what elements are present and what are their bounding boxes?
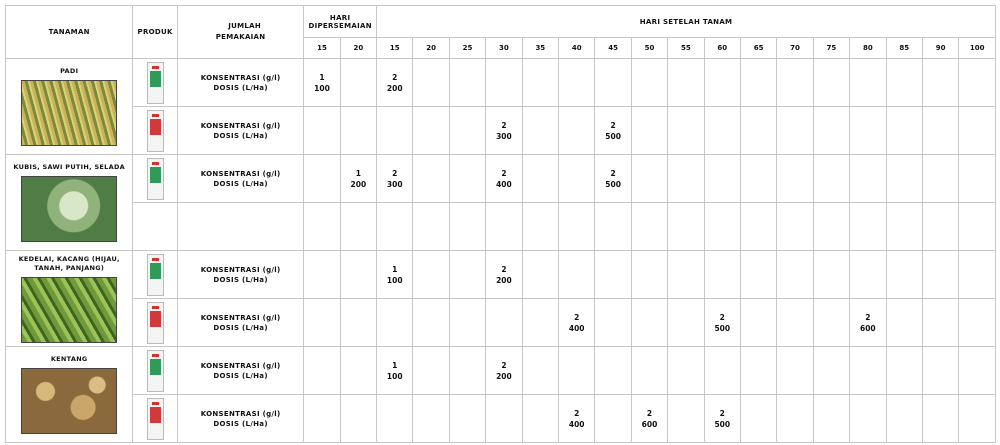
dosis-value: 400 [568,323,585,333]
day-tanam-header: 100 [959,38,996,59]
crop-cell [6,59,133,155]
product-package-red [147,398,164,440]
persemaian-value-cell [304,59,340,107]
tanam-value-cell [777,299,813,347]
tanam-value-cell [595,251,631,299]
tanam-value-cell [922,155,958,203]
tanam-value-cell [850,107,886,155]
header-jumlah-line2: PEMAKAIAN [215,33,266,41]
product-package-green [147,158,164,200]
tanam-value-cell [777,107,813,155]
day-tanam-header: 45 [595,38,631,59]
product-package-green [147,62,164,104]
day-persemaian-header: 20 [340,38,376,59]
tanam-value-cell [959,203,996,251]
tanam-value-cell [813,107,849,155]
table-row [6,203,996,251]
dosis-label: DOSIS (L/Ha) [213,323,268,332]
tanam-value-cell [886,59,922,107]
konsentrasi-value: 2 [392,168,398,178]
tanam-value-cell [522,107,558,155]
tanam-value-cell [377,107,413,155]
crop-cell [6,155,133,251]
dosis-value: 500 [714,323,731,333]
tanam-value-cell [449,59,485,107]
tanam-value-cell [449,155,485,203]
tanam-value-cell [740,395,776,443]
dosis-value: 500 [605,131,621,141]
tanam-value-cell [631,299,667,347]
tanam-value-cell [886,299,922,347]
tanam-value-cell [813,203,849,251]
dosis-value: 100 [314,83,330,93]
crop-cell [6,347,133,443]
tanam-value-cell [486,299,522,347]
dosis-value: 300 [386,179,403,189]
konsentrasi-label: KONSENTRASI (g/l) [200,313,281,322]
tanam-value-cell [850,203,886,251]
header-jumlah-line1: JUMLAH [228,22,261,30]
konsentrasi-value: 2 [392,72,398,82]
tanam-value-cell [486,251,522,299]
day-tanam-header: 40 [559,38,595,59]
konsentrasi-value: 2 [501,168,507,178]
product-cell [133,155,177,203]
konsentrasi-label: KONSENTRASI (g/l) [200,169,281,178]
tanam-value-cell [449,395,485,443]
header-produk: PRODUK [133,6,177,59]
tanam-value-cell [595,155,631,203]
tanam-value-cell [486,107,522,155]
tanam-value-cell [886,107,922,155]
day-tanam-header: 25 [449,38,485,59]
day-tanam-header: 85 [886,38,922,59]
product-package-red [147,302,164,344]
tanam-value-cell [959,107,996,155]
day-tanam-header: 75 [813,38,849,59]
tanam-value-cell [559,107,595,155]
tanam-value-cell [377,155,413,203]
tanam-value-cell [740,251,776,299]
dosis-value: 600 [641,419,658,429]
tanam-value-cell [413,395,449,443]
konsentrasi-label: KONSENTRASI (g/l) [200,361,281,370]
tanam-value-cell [959,251,996,299]
persemaian-value-cell [304,155,340,203]
persemaian-value-cell [340,59,376,107]
tanam-value-cell [413,203,449,251]
tanam-value-cell [595,347,631,395]
tanam-value-cell [377,299,413,347]
tanam-value-cell [449,107,485,155]
product-package-green [147,254,164,296]
crop-photo [21,277,117,343]
dosis-value: 200 [386,83,403,93]
tanam-value-cell [559,347,595,395]
tanam-value-cell [595,59,631,107]
konsentrasi-label: KONSENTRASI (g/l) [200,265,281,274]
tanam-value-cell [631,251,667,299]
dosis-label: DOSIS (L/Ha) [213,371,268,380]
persemaian-value-cell [304,299,340,347]
day-tanam-header: 65 [740,38,776,59]
dosis-label: DOSIS (L/Ha) [213,419,268,428]
persemaian-value-cell [304,347,340,395]
konsentrasi-value: 2 [646,408,653,418]
tanam-value-cell [704,107,740,155]
tanam-value-cell [740,155,776,203]
tanam-value-cell [377,203,413,251]
usage-label-cell [177,395,303,443]
crop-photo [21,176,117,242]
tanam-value-cell [449,299,485,347]
tanam-value-cell [559,203,595,251]
tanam-value-cell [449,251,485,299]
tanam-value-cell [922,395,958,443]
product-cell [133,395,177,443]
day-tanam-header: 20 [413,38,449,59]
product-cell [133,251,177,299]
day-tanam-header: 70 [777,38,813,59]
product-package-red [147,110,164,152]
persemaian-value-cell [304,107,340,155]
tanam-value-cell [704,299,740,347]
day-persemaian-header: 15 [304,38,340,59]
konsentrasi-value: 2 [610,120,616,130]
konsentrasi-value: 2 [865,312,871,322]
tanam-value-cell [922,203,958,251]
tanam-value-cell [559,155,595,203]
konsentrasi-value: 2 [574,312,580,322]
tanam-value-cell [668,347,704,395]
tanam-value-cell [886,155,922,203]
table-row [6,155,996,203]
usage-label-cell [177,299,303,347]
tanam-value-cell [850,347,886,395]
tanam-value-cell [959,347,996,395]
tanam-value-cell [922,107,958,155]
day-tanam-header: 60 [704,38,740,59]
konsentrasi-label: KONSENTRASI (g/l) [200,73,281,82]
tanam-value-cell [559,299,595,347]
tanam-value-cell [777,395,813,443]
persemaian-value-cell [340,395,376,443]
konsentrasi-value: 2 [719,312,725,322]
table-row [6,251,996,299]
dosis-label: DOSIS (L/Ha) [213,179,268,188]
konsentrasi-value: 1 [392,264,398,274]
product-package-green [147,350,164,392]
tanam-value-cell [813,59,849,107]
tanam-value-cell [922,299,958,347]
tanam-value-cell [413,155,449,203]
tanam-value-cell [631,203,667,251]
usage-label-cell [177,155,303,203]
usage-label-cell [177,347,303,395]
konsentrasi-value: 1 [319,72,325,82]
product-cell [133,107,177,155]
tanam-value-cell [668,251,704,299]
tanam-value-cell [522,395,558,443]
tanam-value-cell [668,395,704,443]
tanam-value-cell [668,203,704,251]
header-hari-setelah-tanam: HARI SETELAH TANAM [377,6,996,38]
dosis-label: DOSIS (L/Ha) [213,83,268,92]
table-row [6,299,996,347]
tanam-value-cell [449,203,485,251]
tanam-value-cell [631,59,667,107]
tanam-value-cell [886,251,922,299]
crop-name: KEDELAI, KACANG (HIJAU, TANAH, PANJANG) [18,254,120,272]
tanam-value-cell [850,299,886,347]
product-cell [133,59,177,107]
tanam-value-cell [413,299,449,347]
tanam-value-cell [486,155,522,203]
crop-name: KUBIS, SAWI PUTIH, SELADA [13,163,125,171]
konsentrasi-label: KONSENTRASI (g/l) [200,409,281,418]
tanam-value-cell [377,395,413,443]
tanam-value-cell [668,299,704,347]
tanam-value-cell [959,155,996,203]
persemaian-value-cell [304,203,340,251]
dosis-value: 400 [496,179,512,189]
product-cell [133,203,177,251]
tanam-value-cell [413,347,449,395]
tanam-value-cell [886,203,922,251]
day-tanam-header: 35 [522,38,558,59]
tanam-value-cell [886,395,922,443]
tanam-value-cell [486,347,522,395]
tanam-value-cell [522,155,558,203]
tanam-value-cell [740,59,776,107]
persemaian-value-cell [340,203,376,251]
crop-cell [6,251,133,347]
konsentrasi-value: 2 [719,408,725,418]
konsentrasi-value: 2 [501,360,507,370]
table-row [6,107,996,155]
table-row [6,395,996,443]
crop-name: PADI [60,67,79,75]
tanam-value-cell [377,251,413,299]
day-tanam-header: 50 [631,38,667,59]
tanam-value-cell [740,299,776,347]
product-cell [133,299,177,347]
tanam-value-cell [631,347,667,395]
tanam-value-cell [413,107,449,155]
konsentrasi-value: 2 [501,120,507,130]
tanam-value-cell [740,107,776,155]
tanam-value-cell [886,347,922,395]
tanam-value-cell [413,251,449,299]
dosis-value: 200 [496,371,512,381]
tanam-value-cell [668,107,704,155]
tanam-value-cell [413,59,449,107]
tanam-value-cell [668,59,704,107]
tanam-value-cell [522,347,558,395]
crop-name: KENTANG [50,355,88,363]
persemaian-value-cell [340,107,376,155]
dosis-value: 300 [496,131,512,141]
tanam-value-cell [522,203,558,251]
dosis-value: 500 [714,419,731,429]
tanam-value-cell [777,59,813,107]
dosis-value: 100 [386,371,403,381]
tanam-value-cell [850,251,886,299]
usage-label-cell [177,203,303,251]
tanam-value-cell [449,347,485,395]
tanam-value-cell [486,203,522,251]
konsentrasi-value: 2 [501,264,507,274]
tanam-value-cell [922,251,958,299]
persemaian-value-cell [340,347,376,395]
tanam-value-cell [922,347,958,395]
product-cell [133,347,177,395]
tanam-value-cell [522,299,558,347]
tanam-value-cell [595,203,631,251]
tanam-value-cell [813,347,849,395]
tanam-value-cell [704,203,740,251]
dosis-value: 600 [860,323,876,333]
tanam-value-cell [959,299,996,347]
persemaian-value-cell [340,299,376,347]
tanam-value-cell [777,203,813,251]
tanam-value-cell [704,155,740,203]
tanam-value-cell [522,59,558,107]
usage-label-cell [177,59,303,107]
persemaian-value-cell [304,395,340,443]
tanam-value-cell [777,347,813,395]
tanam-value-cell [486,395,522,443]
tanam-value-cell [813,155,849,203]
day-tanam-header: 80 [850,38,886,59]
tanam-value-cell [559,251,595,299]
tanam-value-cell [704,59,740,107]
konsentrasi-value: 1 [355,168,361,178]
dosis-label: DOSIS (L/Ha) [213,131,268,140]
tanam-value-cell [631,395,667,443]
tanam-value-cell [559,395,595,443]
header-tanaman: TANAMAN [6,6,133,59]
tanam-value-cell [377,59,413,107]
tanam-value-cell [668,155,704,203]
dosis-value: 100 [386,275,403,285]
dosis-value: 200 [350,179,367,189]
tanam-value-cell [959,395,996,443]
application-schedule-table [5,5,996,443]
usage-label-cell [177,107,303,155]
tanam-value-cell [777,251,813,299]
dosis-label: DOSIS (L/Ha) [213,275,268,284]
tanam-value-cell [777,155,813,203]
tanam-value-cell [922,59,958,107]
tanam-value-cell [740,347,776,395]
tanam-value-cell [595,299,631,347]
day-tanam-header: 55 [668,38,704,59]
tanam-value-cell [595,107,631,155]
dosis-value: 500 [605,179,621,189]
tanam-value-cell [522,251,558,299]
tanam-value-cell [850,395,886,443]
day-tanam-header: 30 [486,38,522,59]
konsentrasi-value: 1 [392,360,398,370]
tanam-value-cell [631,107,667,155]
tanam-value-cell [559,59,595,107]
usage-label-cell [177,251,303,299]
day-tanam-header: 15 [377,38,413,59]
tanam-value-cell [959,59,996,107]
header-hari-dipersemaian: HARI DIPERSEMAIAN [304,6,377,38]
tanam-value-cell [704,347,740,395]
dosis-value: 400 [568,419,585,429]
tanam-value-cell [704,251,740,299]
dosis-value: 200 [496,275,512,285]
persemaian-value-cell [304,251,340,299]
konsentrasi-value: 2 [610,168,616,178]
konsentrasi-label: KONSENTRASI (g/l) [200,121,281,130]
day-tanam-header: 90 [922,38,958,59]
table-row [6,59,996,107]
crop-photo [21,80,117,146]
konsentrasi-value: 2 [574,408,580,418]
table-row [6,347,996,395]
tanam-value-cell [704,395,740,443]
tanam-value-cell [850,59,886,107]
tanam-value-cell [377,347,413,395]
header-jumlah-pemakaian [177,6,303,59]
tanam-value-cell [595,395,631,443]
tanam-value-cell [813,299,849,347]
tanam-value-cell [850,155,886,203]
crop-photo [21,368,117,434]
tanam-value-cell [486,59,522,107]
persemaian-value-cell [340,251,376,299]
tanam-value-cell [740,203,776,251]
tanam-value-cell [813,395,849,443]
tanam-value-cell [631,155,667,203]
persemaian-value-cell [340,155,376,203]
tanam-value-cell [813,251,849,299]
